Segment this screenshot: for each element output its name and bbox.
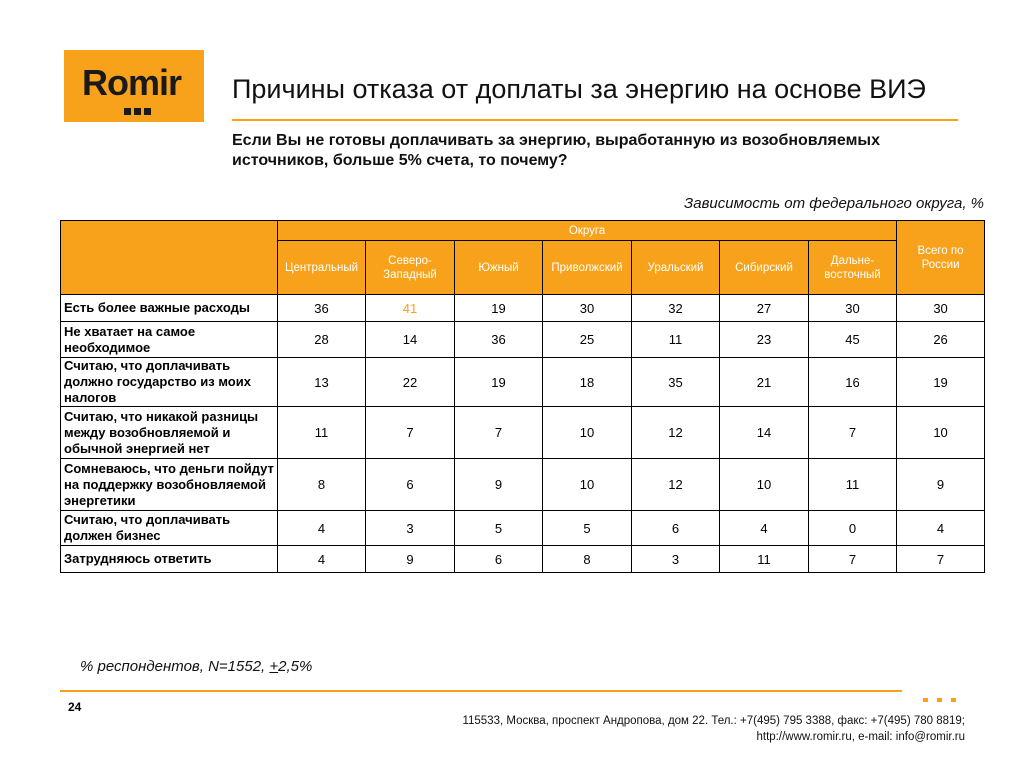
table-cell: 12 [632,407,720,459]
table-cell: 9 [366,546,455,573]
total-cell: 30 [897,295,985,322]
table-corner-cell [61,221,278,295]
page-number: 24 [68,700,82,714]
column-header: Северо-Западный [366,241,455,295]
table-cell: 0 [809,511,897,546]
total-cell: 19 [897,358,985,407]
table-cell: 11 [720,546,809,573]
column-header: Сибирский [720,241,809,295]
table-cell: 19 [455,358,543,407]
table-cell: 8 [543,546,632,573]
table-cell: 30 [809,295,897,322]
table-cell: 7 [455,407,543,459]
column-header: Приволжский [543,241,632,295]
table-row [61,459,985,511]
table-cell: 11 [632,322,720,358]
table-cell: 5 [543,511,632,546]
table-cell: 27 [720,295,809,322]
table-cell: 16 [809,358,897,407]
survey-question: Если Вы не готовы доплачивать за энергию, выработанную из возобновляемых источников, больше 5% счета, то почему? [232,132,880,169]
table-cell: 21 [720,358,809,407]
column-header: Уральский [632,241,720,295]
total-cell: 4 [897,511,985,546]
total-column-header: Всего по России [897,221,985,295]
table-cell: 36 [455,322,543,358]
address-line: 115533, Москва, проспект Андропова, дом 22. Тел.: +7(495) 795 3388, факс: +7(495) 780 8819; [462,715,965,727]
table-cell: 45 [809,322,897,358]
row-label: Затрудняюсь ответить [61,546,278,573]
table-cell: 25 [543,322,632,358]
column-header: Южный [455,241,543,295]
table-row [61,546,985,573]
row-label: Считаю, что никакой разницы между возобновляемой и обычной энергией нет [61,407,278,459]
table-cell: 11 [809,459,897,511]
sample-note-prefix: % респондентов, N=1552, [80,658,270,675]
total-cell: 7 [897,546,985,573]
table-cell: 30 [543,295,632,322]
table-cell: 6 [366,459,455,511]
table-cell: 10 [543,407,632,459]
table-cell: 10 [720,459,809,511]
table-cell: 35 [632,358,720,407]
table-row [61,358,985,407]
table-cell: 5 [455,511,543,546]
footer-divider [60,690,902,692]
sample-note [80,658,312,675]
row-label: Считаю, что доплачивать должно государство из моих налогов [61,358,278,407]
total-cell: 9 [897,459,985,511]
table-cell: 36 [278,295,366,322]
table-row [61,322,985,358]
sample-note-margin: 2,5% [278,658,313,675]
table-cell: 23 [720,322,809,358]
table-cell: 7 [809,546,897,573]
page-title: Причины отказа от доплаты за энергию на основе ВИЭ [232,74,926,104]
highlighted-cell: 41 [366,295,455,322]
table-cell: 19 [455,295,543,322]
total-cell: 26 [897,322,985,358]
romir-logo [64,50,204,122]
table-cell: 14 [720,407,809,459]
table-row [61,295,985,322]
row-label: Считаю, что доплачивать должен бизнес [61,511,278,546]
table-cell: 4 [278,511,366,546]
contact-address [462,713,965,745]
footer-dots-icon [923,689,965,707]
title-divider [232,119,958,121]
districts-group-header: Округа [278,221,897,241]
table-row [61,511,985,546]
table-cell: 18 [543,358,632,407]
logo-text: Romir [82,62,182,103]
table-cell: 4 [720,511,809,546]
row-label: Есть более важные расходы [61,295,278,322]
logo-dots-icon [124,102,154,120]
table-cell: 9 [455,459,543,511]
column-header: Дальне-восточный [809,241,897,295]
table-cell: 14 [366,322,455,358]
table-cell: 32 [632,295,720,322]
table-cell: 8 [278,459,366,511]
web-email-line: http://www.romir.ru, e-mail: info@romir.ru [756,731,965,743]
table-cell: 10 [543,459,632,511]
column-header: Центральный [278,241,366,295]
table-cell: 6 [632,511,720,546]
table-cell: 3 [366,511,455,546]
table-subtitle: Зависимость от федерального округа, % [684,195,984,212]
table-cell: 28 [278,322,366,358]
plus-minus-sign: + [269,658,279,675]
table-row [61,407,985,459]
table-cell: 22 [366,358,455,407]
table-cell: 6 [455,546,543,573]
results-table [60,220,985,573]
table-cell: 3 [632,546,720,573]
table-cell: 7 [809,407,897,459]
table-cell: 12 [632,459,720,511]
row-label: Не хватает на самое необходимое [61,322,278,358]
row-label: Сомневаюсь, что деньги пойдут на поддержку возобновляемой энергетики [61,459,278,511]
table-cell: 11 [278,407,366,459]
table-cell: 4 [278,546,366,573]
table-cell: 7 [366,407,455,459]
table-cell: 13 [278,358,366,407]
total-cell: 10 [897,407,985,459]
